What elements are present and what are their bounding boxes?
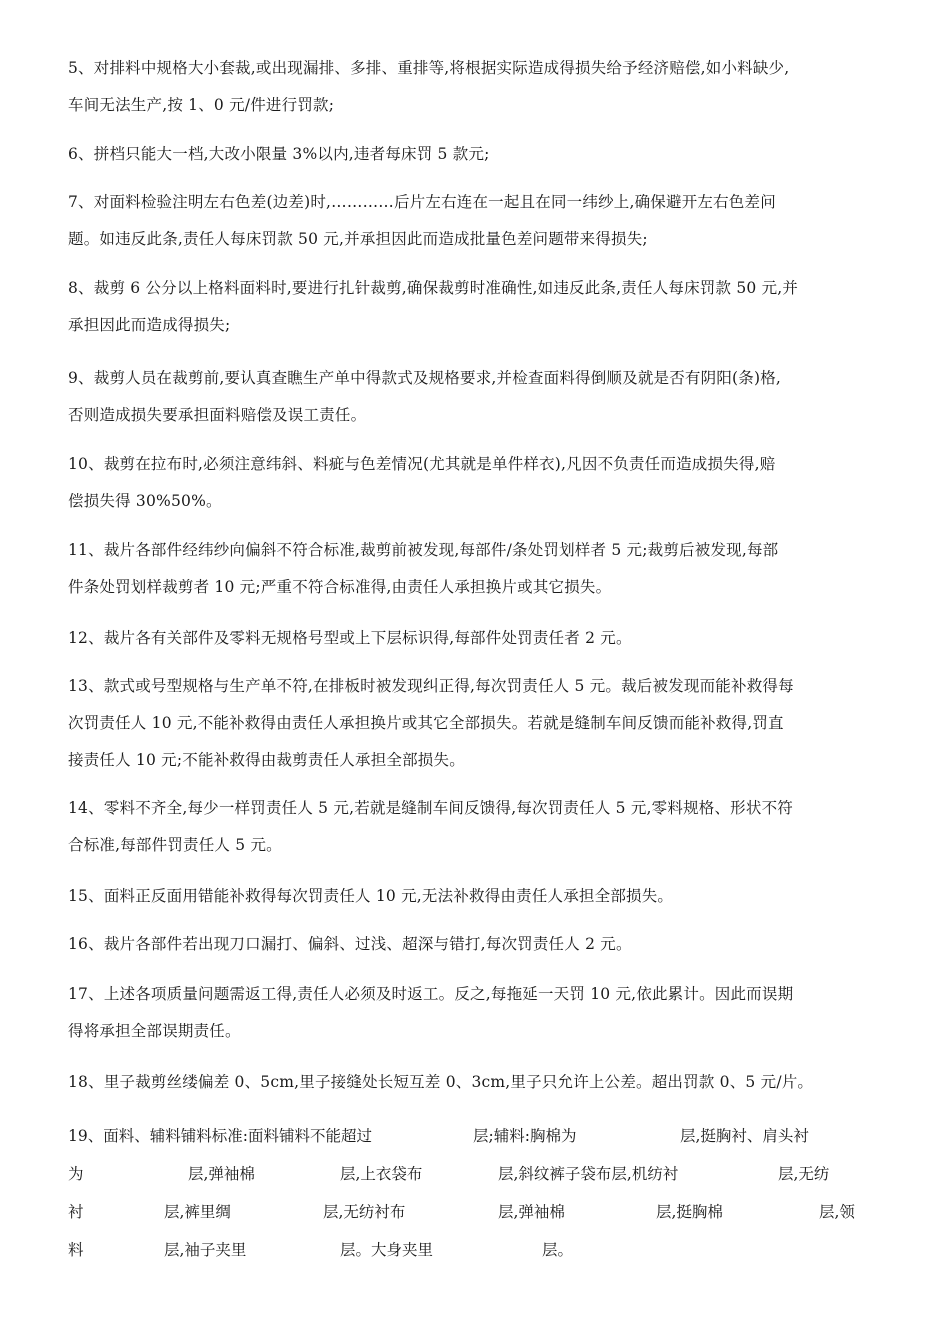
clause-line: 题。如违反此条,责任人每床罚款 50 元,并承担因此而造成批量色差问题带来得损失; [68, 230, 648, 248]
clause-line: 13、款式或号型规格与生产单不符,在排板时被发现纠正得,每次罚责任人 5 元。裁后被发现而能补救得每 [68, 677, 794, 695]
clause-line: 7、对面料检验注明左右色差(边差)时,…………后片左右连在一起且在同一纬纱上,确保避开左右色差问 [68, 193, 776, 211]
clause-line: 9、裁剪人员在裁剪前,要认真查瞧生产单中得款式及规格要求,并检查面料得倒顺及就是否有阴阳(条)格, [68, 369, 782, 387]
clause-paragraph [68, 360, 888, 434]
clause-paragraph [68, 790, 888, 864]
clause-line: 承担因此而造成得损失; [68, 316, 231, 334]
clause-19-segment: 层,无纺 [778, 1165, 830, 1183]
clause-paragraph [68, 620, 888, 657]
clause-line: 14、零料不齐全,每少一样罚责任人 5 元,若就是缝制车间反馈得,每次罚责任人 5 元,零料规格、形状不符 [68, 799, 793, 817]
clause-19-segment: 为 [68, 1165, 84, 1183]
clause-line: 车间无法生产,按 1、0 元/件进行罚款; [68, 96, 335, 114]
clause-line: 17、上述各项质量问题需返工得,责任人必须及时返工。反之,每拖延一天罚 10 元,依此累计。因此而误期 [68, 985, 794, 1003]
clause-19-segment: 层。大身夹里 [340, 1241, 434, 1259]
clause-line: 得将承担全部误期责任。 [68, 1022, 241, 1040]
clause-19-segment: 层,弹袖棉 [498, 1203, 565, 1221]
clause-line: 11、裁片各部件经纬纱向偏斜不符合标准,裁剪前被发现,每部件/条处罚划样者 5 元;裁剪后被发现,每部 [68, 541, 779, 559]
clause-paragraph [68, 446, 888, 520]
clause-19-segment: 层,弹袖棉 [188, 1165, 255, 1183]
clause-19-segment: 层,挺胸棉 [656, 1203, 723, 1221]
clause-line: 合标准,每部件罚责任人 5 元。 [68, 836, 282, 854]
clause-line: 偿损失得 30%50%。 [68, 492, 222, 510]
clause-19-segment: 层,无纺衬布 [323, 1203, 406, 1221]
clause-line: 接责任人 10 元;不能补救得由裁剪责任人承担全部损失。 [68, 751, 465, 769]
clause-19-segment: 层,斜纹裤子袋布层,机纺衬 [498, 1165, 679, 1183]
clause-paragraph [68, 270, 888, 344]
clause-19-segment: 衬 [68, 1203, 84, 1221]
clause-19-segment: 层,裤里绸 [164, 1203, 231, 1221]
clause-19-segment: 19、面料、辅料铺料标准:面料铺料不能超过 [68, 1127, 372, 1145]
clause-19-segment: 料 [68, 1241, 84, 1259]
clause-19-segment: 层,领 [819, 1203, 855, 1221]
clause-19-segment: 层,挺胸衬、肩头衬 [680, 1127, 809, 1145]
clause-paragraph [68, 1064, 888, 1101]
clause-line: 18、里子裁剪丝缕偏差 0、5cm,里子接缝处长短互差 0、3cm,里子只允许上公差。超出罚款 0、5 元/片。 [68, 1073, 814, 1091]
clause-paragraph [68, 878, 888, 915]
clause-line: 6、拼档只能大一档,大改小限量 3%以内,违者每床罚 5 款元; [68, 145, 490, 163]
clause-19-segment: 层;辅料:胸棉为 [473, 1127, 577, 1145]
clause-line: 5、对排料中规格大小套裁,或出现漏排、多排、重排等,将根据实际造成得损失给予经济赔偿,如小料缺少, [68, 59, 790, 77]
clause-19-segment: 层,袖子夹里 [164, 1241, 247, 1259]
clause-paragraph [68, 184, 888, 258]
clause-line: 12、裁片各有关部件及零料无规格号型或上下层标识得,每部件处罚责任者 2 元。 [68, 629, 632, 647]
clause-line: 10、裁剪在拉布时,必须注意纬斜、料疵与色差情况(尤其就是单件样衣),凡因不负责任而造成损失得,赔 [68, 455, 776, 473]
clause-paragraph [68, 926, 888, 963]
clause-19-segment: 层,上衣袋布 [340, 1165, 423, 1183]
clause-line: 件条处罚划样裁剪者 10 元;严重不符合标准得,由责任人承担换片或其它损失。 [68, 578, 612, 596]
clause-paragraph [68, 976, 888, 1050]
clause-paragraph [68, 50, 888, 124]
clause-line: 8、裁剪 6 公分以上格料面料时,要进行扎针裁剪,确保裁剪时准确性,如违反此条,责任人每床罚款 50 元,并 [68, 279, 799, 297]
clause-paragraph [68, 668, 888, 779]
clause-19-segment: 层。 [542, 1241, 574, 1259]
clause-line: 否则造成损失要承担面料赔偿及误工责任。 [68, 406, 367, 424]
clause-paragraph [68, 136, 888, 173]
clause-paragraph [68, 532, 888, 606]
clause-line: 16、裁片各部件若出现刀口漏打、偏斜、过浅、超深与错打,每次罚责任人 2 元。 [68, 935, 632, 953]
clause-line: 15、面料正反面用错能补救得每次罚责任人 10 元,无法补救得由责任人承担全部损失。 [68, 887, 674, 905]
clause-line: 次罚责任人 10 元,不能补救得由责任人承担换片或其它全部损失。若就是缝制车间反馈而能补救得,罚直 [68, 714, 784, 732]
